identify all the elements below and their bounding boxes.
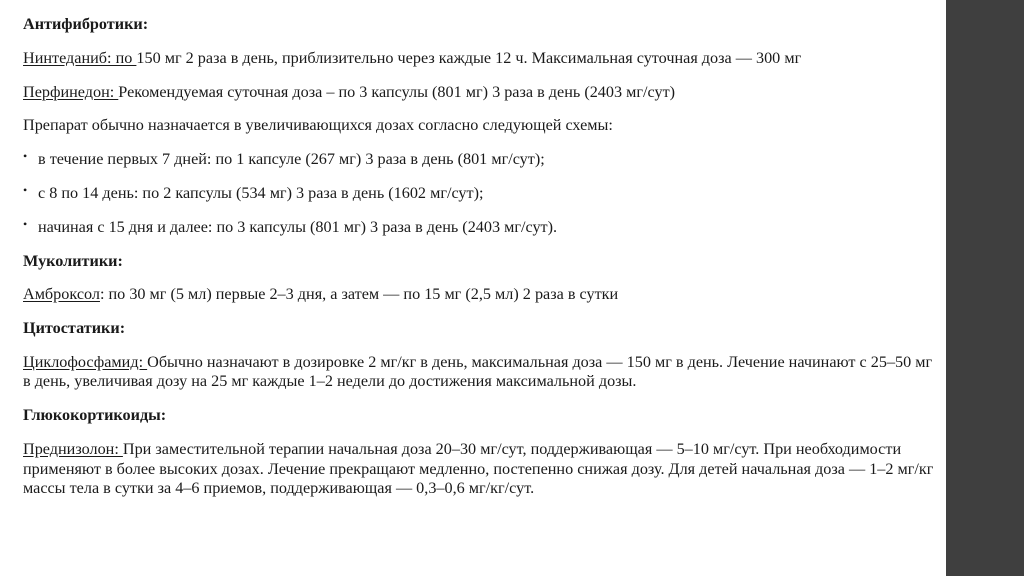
bullet-icon: • — [23, 216, 28, 231]
list-item-text: с 8 по 14 день: по 2 капсулы (534 мг) 3 раза в день (1602 мг/сут); — [38, 183, 484, 202]
heading-glucocorticoids: Глюкокортикоиды: — [23, 406, 167, 425]
right-sidebar-panel — [946, 0, 1024, 576]
list-item — [23, 184, 935, 204]
paragraph-scheme-intro: Препарат обычно назначается в увеличивающихся дозах согласно следующей схемы: — [23, 116, 613, 135]
drug-label-cyclophosphamide: Циклофосфамид: — [23, 352, 148, 371]
list-item — [23, 150, 935, 170]
drug-label-nintedanib: Нинтеданиб: по — [23, 48, 137, 67]
heading-antifibrotics: Антифибротики: — [23, 15, 149, 33]
drug-text-prednisolone: При заместительной терапии начальная доза 20–30 мг/сут, поддерживающая — 5–10 мг/сут. При необходимости применяют в более высоких дозах. Лечение прекращают медленно, постепенно снижая дозу. Для детей начальная доза — 1–2 мг/кг массы тела в сутки за 4–6 приемов, поддерживающая — 0,3–0,6 мг/кг/сут. — [23, 440, 934, 498]
bullet-icon: • — [23, 182, 28, 197]
drug-text-pirfenidone: Рекомендуемая суточная доза – по 3 капсулы (801 мг) 3 раза в день (2403 мг/сут) — [118, 82, 676, 101]
list-item-text: начиная с 15 дня и далее: по 3 капсулы (801 мг) 3 раза в день (2403 мг/сут). — [38, 217, 558, 236]
drug-text-ambroxol: : по 30 мг (5 мл) первые 2–3 дня, а затем — по 15 мг (2,5 мл) 2 раза в сутки — [99, 285, 619, 304]
drug-label-pirfenidone: Перфинедон: — [23, 82, 119, 101]
paragraph-cyclophosphamide — [23, 353, 935, 392]
paragraph-nintedanib — [23, 49, 935, 69]
paragraph-prednisolone — [23, 440, 935, 499]
paragraph-pirfenidone — [23, 83, 935, 103]
bullet-icon: • — [23, 149, 28, 164]
drug-label-prednisolone: Преднизолон: — [23, 440, 123, 459]
drug-text-nintedanib: 150 мг 2 раза в день, приблизительно через каждые 12 ч. Максимальная суточная доза — 300 мг — [136, 48, 802, 67]
list-item — [23, 218, 935, 238]
drug-text-cyclophosphamide: Обычно назначают в дозировке 2 мг/кг в день, максимальная доза — 150 мг в день. Лечение начинают с 25–50 мг в день, увеличивая дозу на 25 мг каждые 1–2 недели до достижения максимальной дозы. — [23, 352, 933, 391]
heading-cytostatics: Цитостатики: — [23, 319, 126, 338]
list-item-text: в течение первых 7 дней: по 1 капсуле (267 мг) 3 раза в день (801 мг/сут); — [38, 150, 545, 169]
slide-content — [23, 15, 935, 513]
drug-label-ambroxol: Амброксол — [23, 285, 100, 304]
paragraph-ambroxol — [23, 285, 935, 305]
heading-mucolytics: Муколитики: — [23, 251, 123, 270]
